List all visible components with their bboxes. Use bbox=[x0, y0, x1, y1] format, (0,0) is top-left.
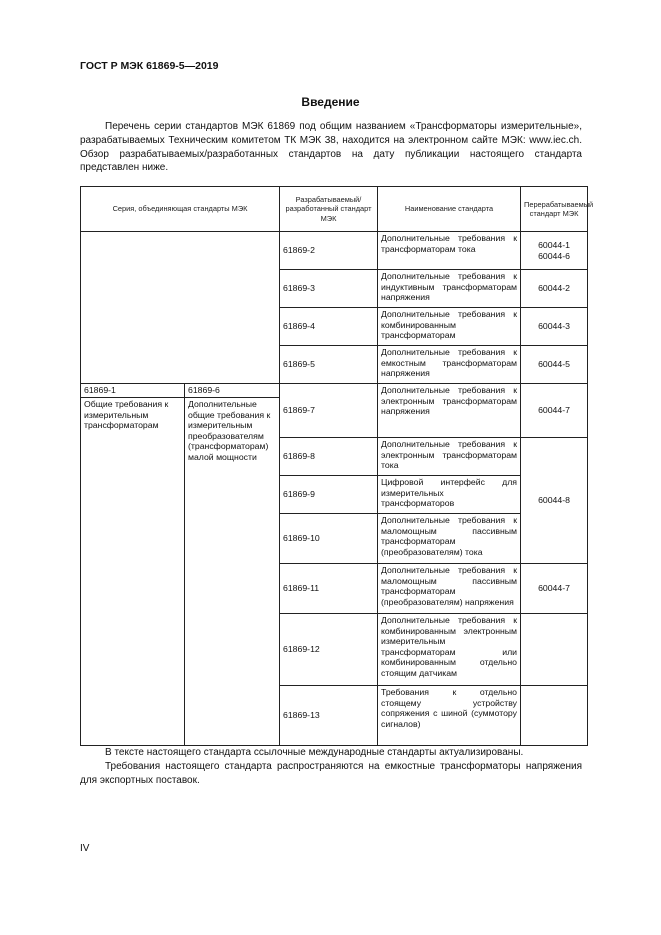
header-revised: Перерабатываемый стандарт МЭК bbox=[521, 187, 588, 232]
row-rev: 60044-1 60044-6 bbox=[521, 232, 588, 270]
closing-text bbox=[80, 746, 582, 787]
row-num: 61869-9 bbox=[280, 476, 378, 514]
table-header-row bbox=[81, 187, 588, 232]
row-name: Дополнительные требования к трансформаторам тока bbox=[378, 232, 521, 270]
row-name: Дополнительные требования к емкостным трансформаторам напряжения bbox=[378, 346, 521, 384]
row-name: Дополнительные требования к электронным трансформаторам напряжения bbox=[378, 384, 521, 438]
series-a-name: Общие требования к измерительным трансформаторам bbox=[81, 398, 185, 746]
row-name: Дополнительные требования к маломощным пассивным трансформаторам (преобразователям) тока bbox=[378, 514, 521, 564]
merged-rev-cell: 60044-8 bbox=[521, 438, 588, 564]
row-name: Цифровой интерфейс для измерительных трансформаторов bbox=[378, 476, 521, 514]
row-name: Дополнительные требования к индуктивным трансформаторам напряжения bbox=[378, 270, 521, 308]
row-num: 61869-11 bbox=[280, 564, 378, 614]
section-title: Введение bbox=[301, 95, 360, 109]
series-a-num: 61869-1 bbox=[81, 384, 185, 398]
header-name: Наименование стандарта bbox=[378, 187, 521, 232]
series-b-name: Дополнительные общие требования к измерительным преобразователям (трансформаторам) малой мощности bbox=[185, 398, 280, 746]
row-num: 61869-12 bbox=[280, 614, 378, 686]
closing-paragraph-1: В тексте настоящего стандарта ссылочные международные стандарты актуализированы. bbox=[105, 747, 524, 758]
row-rev: 60044-7 bbox=[521, 384, 588, 438]
row-name: Требования к отдельно стоящему устройству сопряжения с шиной (суммотору сигналов) bbox=[378, 686, 521, 746]
standards-table bbox=[80, 186, 594, 746]
intro-paragraph: Перечень серии стандартов МЭК 61869 под общим названием «Трансформаторы измерительные», разрабатываемых Техническим комитетом ТК МЭК 38, находится на электронном сайте МЭК: www.iec.ch. Обзор разрабатываемых/разработанных стандартов на дату публикации настоящего стандарта представлен ниже. bbox=[80, 121, 582, 174]
document-code: ГОСТ Р МЭК 61869-5—2019 bbox=[80, 60, 219, 72]
page-number: IV bbox=[80, 843, 90, 854]
row-rev: 60044-5 bbox=[521, 346, 588, 384]
table-row bbox=[81, 384, 588, 398]
row-rev: 60044-7 bbox=[521, 564, 588, 614]
row-num: 61869-5 bbox=[280, 346, 378, 384]
row-name: Дополнительные требования к маломощным пассивным трансформаторам (преобразователям) напряжения bbox=[378, 564, 521, 614]
row-name: Дополнительные требования к комбинированным трансформаторам bbox=[378, 308, 521, 346]
row-num: 61869-13 bbox=[280, 686, 378, 746]
row-num: 61869-2 bbox=[280, 232, 378, 270]
row-rev: 60044-3 bbox=[521, 308, 588, 346]
series-b-num: 61869-6 bbox=[185, 384, 280, 398]
row-rev bbox=[521, 686, 588, 746]
row-num: 61869-4 bbox=[280, 308, 378, 346]
header-developed: Разрабатываемый/ разработанный стандарт МЭК bbox=[280, 187, 378, 232]
closing-paragraph-2: Требования настоящего стандарта распространяются на емкостные трансформаторы напряжения для экспортных поставок. bbox=[80, 760, 582, 786]
table-row bbox=[81, 232, 588, 270]
row-num: 61869-8 bbox=[280, 438, 378, 476]
empty-series-cell bbox=[81, 232, 280, 384]
row-num: 61869-3 bbox=[280, 270, 378, 308]
row-num: 61869-7 bbox=[280, 384, 378, 438]
row-name: Дополнительные требования к электронным трансформаторам тока bbox=[378, 438, 521, 476]
row-rev bbox=[521, 614, 588, 686]
row-rev: 60044-2 bbox=[521, 270, 588, 308]
header-series: Серия, объединяющая стандарты МЭК bbox=[81, 187, 280, 232]
row-num: 61869-10 bbox=[280, 514, 378, 564]
row-name: Дополнительные требования к комбинированным электронным измерительным трансформаторам или комбинированным отдельно стоящим датчикам bbox=[378, 614, 521, 686]
